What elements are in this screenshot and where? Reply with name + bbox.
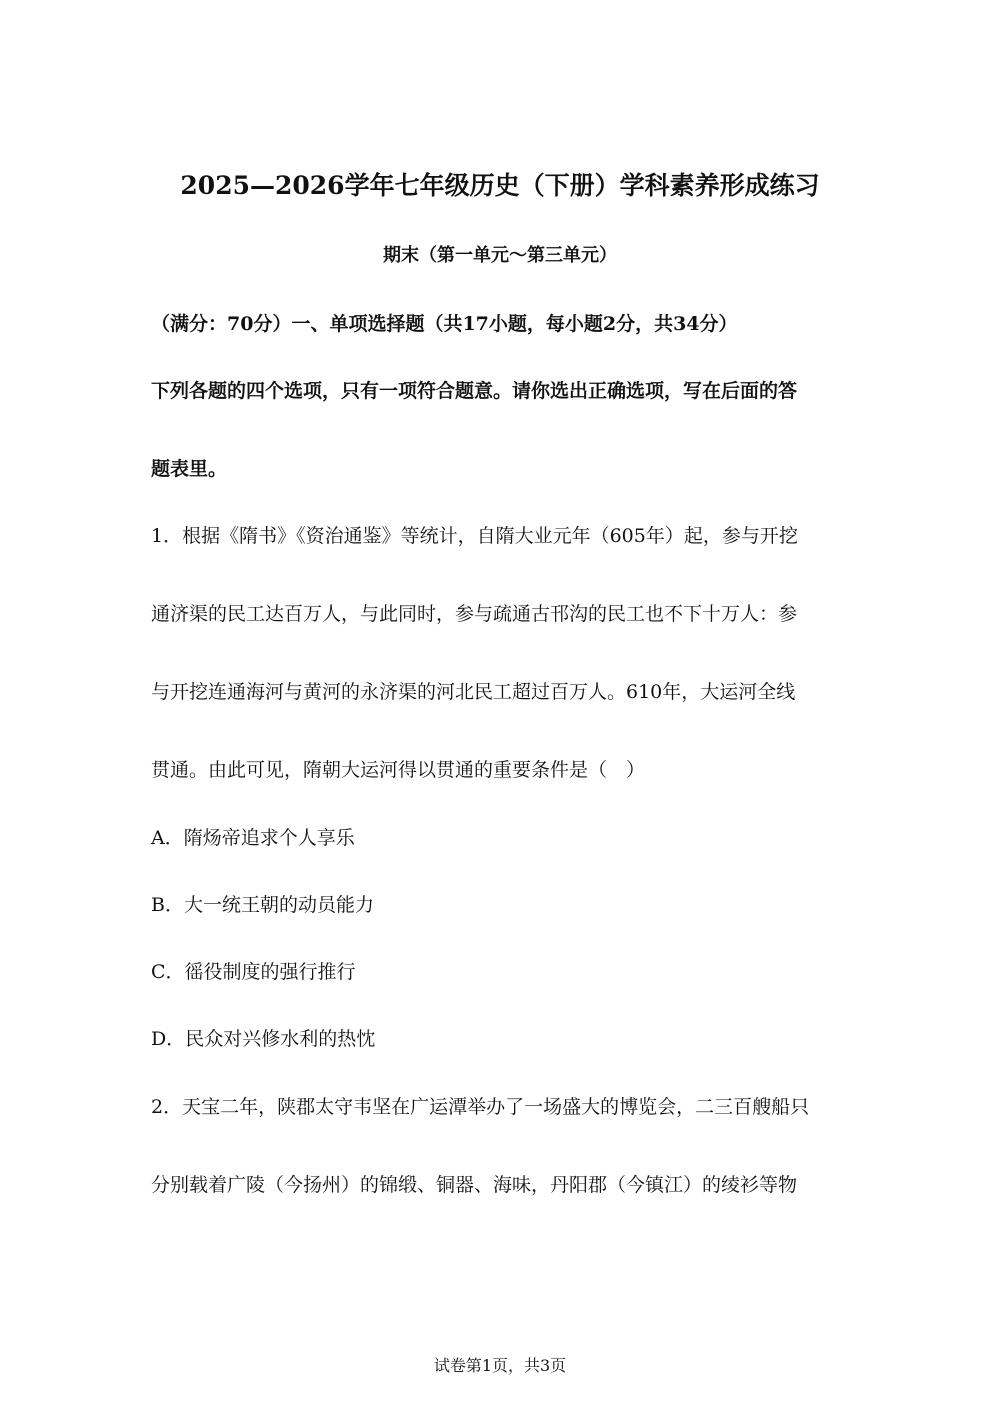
question-1-stem-line-3: 与开挖连通海河与黄河的永济渠的河北民工超过百万人。610年，大运河全线 — [151, 681, 796, 703]
question-1-option-c: C．徭役制度的强行推行 — [151, 961, 356, 983]
question-1-stem-line-1: 1．根据《隋书》《资治通鉴》等统计，自隋大业元年（605年）起，参与开挖 — [151, 525, 798, 547]
question-2-stem-line-2: 分别载着广陵（今扬州）的锦缎、铜器、海味，丹阳郡（今镇江）的绫衫等物 — [151, 1174, 798, 1196]
exam-title: 2025—2026学年七年级历史（下册）学科素养形成练习 — [180, 171, 820, 200]
page-footer: 试卷第1页，共3页 — [433, 1356, 567, 1375]
question-1-stem-line-4: 贯通。由此可见，隋朝大运河得以贯通的重要条件是（ ） — [151, 759, 646, 781]
question-1-stem-line-2: 通济渠的民工达百万人，与此同时，参与疏通古邗沟的民工也不下十万人：参 — [151, 603, 798, 625]
exam-subtitle: 期末（第一单元～第三单元） — [383, 245, 617, 266]
question-1-option-d: D．民众对兴修水利的热忱 — [151, 1028, 376, 1050]
instruction-line-2: 题表里。 — [151, 458, 228, 480]
question-1-option-a: A．隋炀帝追求个人享乐 — [151, 827, 355, 849]
question-2-stem-line-1: 2．天宝二年，陕郡太守韦坚在广运潭举办了一场盛大的博览会，二三百艘船只 — [151, 1096, 810, 1118]
question-1-option-b: B．大一统王朝的动员能力 — [151, 894, 374, 916]
instruction-line-1: 下列各题的四个选项，只有一项符合题意。请你选出正确选项，写在后面的答 — [151, 380, 798, 402]
section-heading: （满分：70分）一、单项选择题（共17小题，每小题2分，共34分） — [151, 313, 738, 335]
